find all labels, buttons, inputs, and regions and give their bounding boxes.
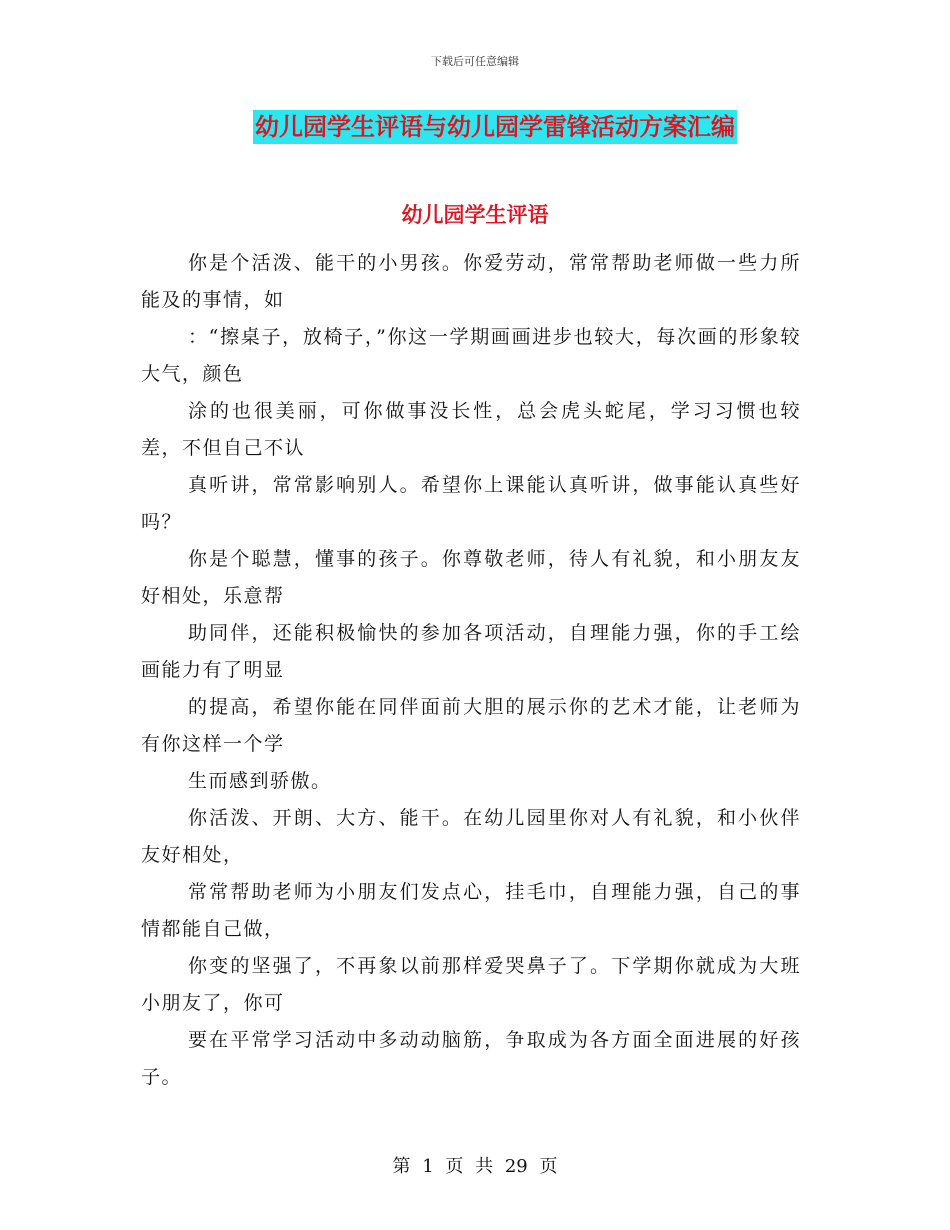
paragraph: ：“擦桌子，放椅子，”你这一学期画画进步也较大，每次画的形象较大气，颜色 [141, 326, 801, 385]
paragraph: 要在平常学习活动中多动动脑筋，争取成为各方面全面进展的好孩子。 [141, 1029, 801, 1088]
paragraph: 涂的也很美丽，可你做事没长性，总会虎头蛇尾，学习习惯也较差，不但自己不认 [141, 400, 801, 459]
document-title: 幼儿园学生评语与幼儿园学雷锋活动方案汇编 [253, 110, 737, 144]
page-footer: 第 1 页 共 29 页 [392, 1156, 558, 1177]
paragraph: 你变的坚强了，不再象以前那样爱哭鼻子了。下学期你就成为大班小朋友了，你可 [141, 955, 801, 1014]
paragraph: 你是个聪慧，懂事的孩子。你尊敬老师，待人有礼貌，和小朋友友好相处，乐意帮 [141, 548, 801, 607]
paragraph: 生而感到骄傲。 [188, 770, 332, 792]
paragraph: 常常帮助老师为小朋友们发点心，挂毛巾，自理能力强，自己的事情都能自己做， [141, 881, 801, 940]
header-note: 下载后可任意编辑 [431, 55, 519, 68]
paragraph: 你活泼、开朗、大方、能干。在幼儿园里你对人有礼貌，和小伙伴友好相处， [141, 807, 801, 866]
body-text [141, 245, 801, 1096]
paragraph: 的提高，希望你能在同伴面前大胆的展示你的艺术才能，让老师为有你这样一个学 [141, 696, 801, 755]
section-title: 幼儿园学生评语 [401, 203, 549, 227]
document-title-wrap [0, 110, 950, 144]
paragraph: 真听讲，常常影响别人。希望你上课能认真听讲，做事能认真些好吗？ [141, 474, 801, 533]
paragraph: 助同伴，还能积极愉快的参加各项活动，自理能力强，你的手工绘画能力有了明显 [141, 622, 801, 681]
paragraph: 你是个活泼、能干的小男孩。你爱劳动，常常帮助老师做一些力所能及的事情，如 [141, 252, 801, 311]
